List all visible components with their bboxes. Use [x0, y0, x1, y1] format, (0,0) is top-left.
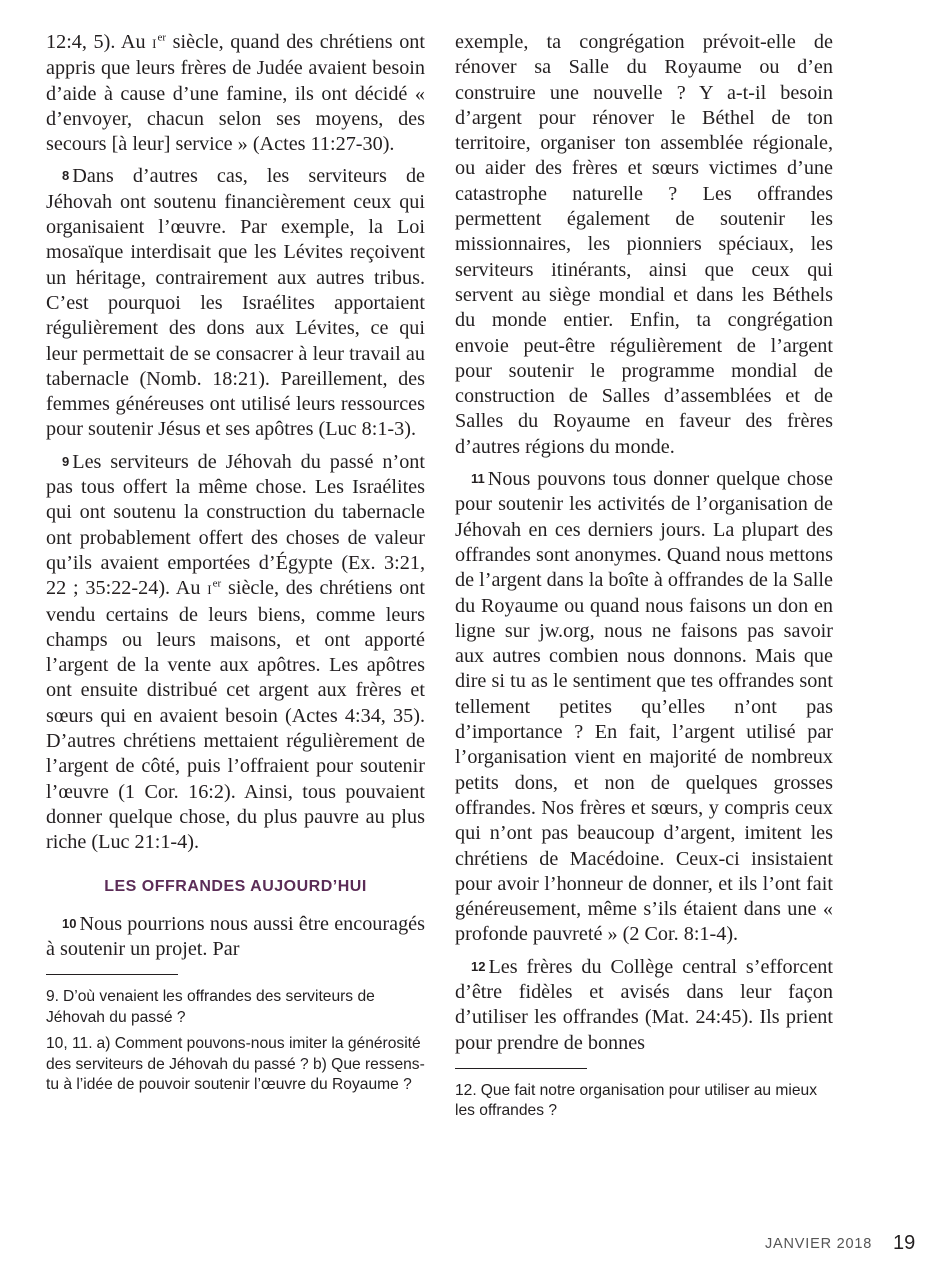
left-column [46, 30, 425, 1102]
paragraph-12: 12 Les frères du Collège central s’efforcent d’être fidèles et avisés dans leur façon d’utiliser les offrandes (Mat. 24:45). Ils prient pour prendre de bonnes [455, 955, 833, 1054]
paragraph-number: 11 [471, 471, 485, 487]
footnote-divider [46, 974, 178, 975]
paragraph-11: 11 Nous pouvons tous donner quelque chose pour soutenir les activités de l’organisation de Jéhovah en ces derniers jours. La plupart des offrandes sont anonymes. Quand nous mettons de l’argent dans la boîte à offrandes de la Salle du Royaume ou quand nous faisons un don en ligne sur jw.org, nous ne faisons pas savoir aux autres combien nous donnons. Mais que dire si tu as le sentiment que tes offrandes sont tellement petites qu’elles n’ont pas d’importance ? En fait, l’argent utilisé par l’organisation vient en majorité de nombreux petits dons, et non de quelques grosses offrandes. Nos frères et sœurs, y compris ceux qui n’ont pas beaucoup d’argent, imitent les chrétiens de Macédoine. Ceux-ci insistaient pour avoir l’honneur de donner, et ils l’ont fait généreusement, même s’ils étaient dans une « profonde pauvreté » (2 Cor. 8:1-4). [455, 468, 833, 946]
paragraph-number: 8 [62, 168, 70, 184]
study-question-10-11: 10, 11. a) Comment pouvons-nous imiter la générosité des serviteurs de Jéhovah du passé ? b) Que ressens-tu à l’idée de pouvoir soutenir l’œuvre du Royaume ? [46, 1035, 425, 1094]
footer-issue-date: JANVIER 2018 [765, 1236, 873, 1252]
paragraph-number: 10 [62, 915, 77, 931]
study-question-12: 12. Que fait notre organisation pour utiliser au mieux les offrandes ? [455, 1081, 818, 1120]
paragraph-9: 9 Les serviteurs de Jéhovah du passé n’ont pas tous offert la même chose. Les Israélites qui ont soutenu la construction du tabernacle ont probablement offert des choses de valeur qu’ils avaient emportées d’Égypte (Ex. 3:21, 22 ; 35:22-24). Au Ier siècle, des chrétiens ont vendu certains de leurs biens, comme leurs champs ou leurs maisons, et ont apporté l’argent de la vente aux apôtres. Les apôtres ont ensuite distribué cet argent aux frères et sœurs qui en avaient besoin (Actes 4:34, 35). D’autres chrétiens mettaient régulièrement de l’argent de côté, puis l’offraient pour soutenir l’œuvre (1 Cor. 16:2). Ainsi, tous pouvaient donner quelque chose, du plus pauvre au plus riche (Luc 21:1-4). [46, 450, 425, 854]
paragraph-7-continuation: 12:4, 5). Au Ier siècle, quand des chrétiens ont appris que leurs frères de Judée avaient besoin d’aide à cause d’une famine, ils ont décidé « d’envoyer, chacun selon ses moyens, des secours [à leur] service » (Actes 11:27-30). [46, 31, 425, 156]
paragraph-10: 10 Nous pourrions nous aussi être encouragés à soutenir un projet. Par [46, 912, 425, 961]
paragraph-number: 12 [471, 958, 486, 974]
paragraph-number: 9 [62, 453, 70, 469]
right-column [455, 30, 833, 1128]
page-number: 19 [893, 1232, 916, 1254]
paragraph-10-continuation: exemple, ta congrégation prévoit-elle de rénover sa Salle du Royaume ou d’en construire une nouvelle ? Y a-t-il besoin d’argent pour rénover le Béthel de ton territoire, organiser ton assemblée régionale, ou aider des frères et sœurs victimes d’une catastrophe naturelle ? Les offrandes permettent également de soutenir les missionnaires, les pionniers spéciaux, les serviteurs itinérants, ainsi que ceux qui servent au siège mondial et dans les Béthels du monde entier. Enfin, ta congrégation envoie peut-être régulièrement de l’argent pour soutenir le programme mondial de construction de Salles d’assemblées et de Salles du Royaume en faveur des frères d’autres régions du monde. [455, 31, 833, 458]
footnote-divider [455, 1068, 587, 1069]
paragraph-8: 8 Dans d’autres cas, les serviteurs de Jéhovah ont soutenu financièrement ceux qui organisaient l’œuvre. Par exemple, la Loi mosaïque interdisait que les Lévites reçoivent un héritage, contrairement aux autres tribus. C’est pourquoi les Israélites apportaient régulièrement des dons aux Lévites, ce qui leur permettait de se consacrer à leur travail au tabernacle (Nomb. 18:21). Pareillement, des femmes généreuses ont utilisé leurs ressources pour soutenir Jésus et ses apôtres (Luc 8:1-3). [46, 165, 425, 441]
section-subheading: LES OFFRANDES AUJOURD’HUI [104, 877, 367, 895]
study-question-9: 9. D’où venaient les offrandes des serviteurs de Jéhovah du passé ? [46, 988, 375, 1026]
